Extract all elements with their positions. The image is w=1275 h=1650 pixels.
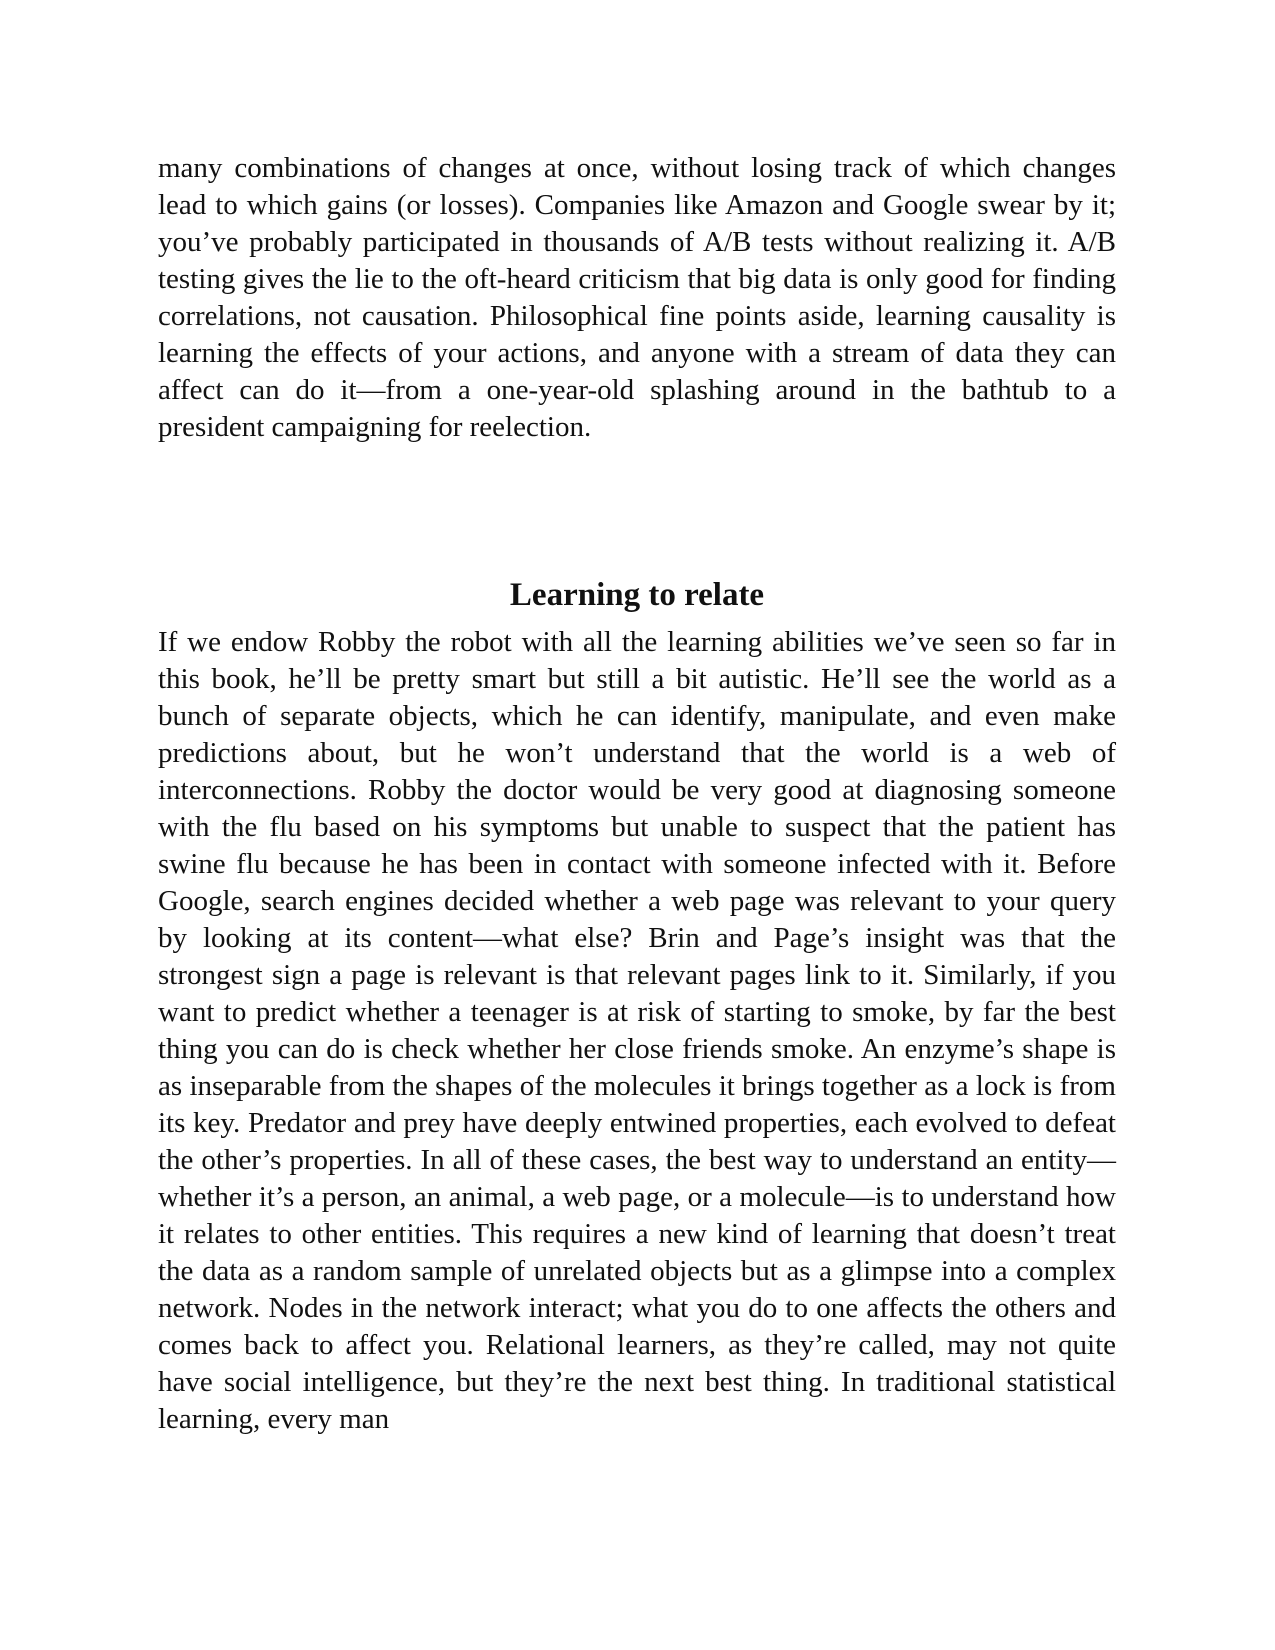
paragraph-main	[158, 624, 1116, 1438]
paragraph-continued-text: many combinations of changes at once, without losing track of which changes lead to which gains (or losses). Companies like Amazon and Google swear by it; you’ve probably participated in thousands of A/B tests without realizing it. A/B testing gives the lie to the oft-heard criticism that big data is only good for finding correlations, not causation. Philosophical fine points aside, learning causality is learning the effects of your actions, and anyone with a stream of data they can affect can do it—from a one-year-old splashing around in the bathtub to a president campaigning for reelection.	[158, 152, 1116, 443]
paragraph-main-text: If we endow Robby the robot with all the learning abilities we’ve seen so far in this book, he’ll be pretty smart but still a bit autistic. He’ll see the world as a bunch of separate objects, which he can identify, manipulate, and even make predictions about, but he won’t understand that the world is a web of interconnections. Robby the doctor would be very good at diagnosing someone with the flu based on his symptoms but unable to suspect that the patient has swine flu because he has been in contact with someone infected with it. Before Google, search engines decided whether a web page was relevant to your query by looking at its content—what else? Brin and Page’s insight was that the strongest sign a page is relevant is that relevant pages link to it. Similarly, if you want to predict whether a teenager is at risk of starting to smoke, by far the best thing you can do is check whether her close friends smoke. An enzyme’s shape is as inseparable from the shapes of the molecules it brings together as a lock is from its key. Predator and prey have deeply entwined properties, each evolved to defeat the other’s properties. In all of these cases, the best way to understand an entity—whether it’s a person, an animal, a web page, or a molecule—is to understand how it relates to other entities. This requires a new kind of learning that doesn’t treat the data as a random sample of unrelated objects but as a glimpse into a complex network. Nodes in the network interact; what you do to one affects the others and comes back to affect you. Relational learners, as they’re called, may not quite have social intelligence, but they’re the next best thing. In traditional statistical learning, every man	[158, 626, 1116, 1435]
paragraph-continued	[158, 150, 1116, 446]
section-heading: Learning to relate	[509, 577, 765, 614]
